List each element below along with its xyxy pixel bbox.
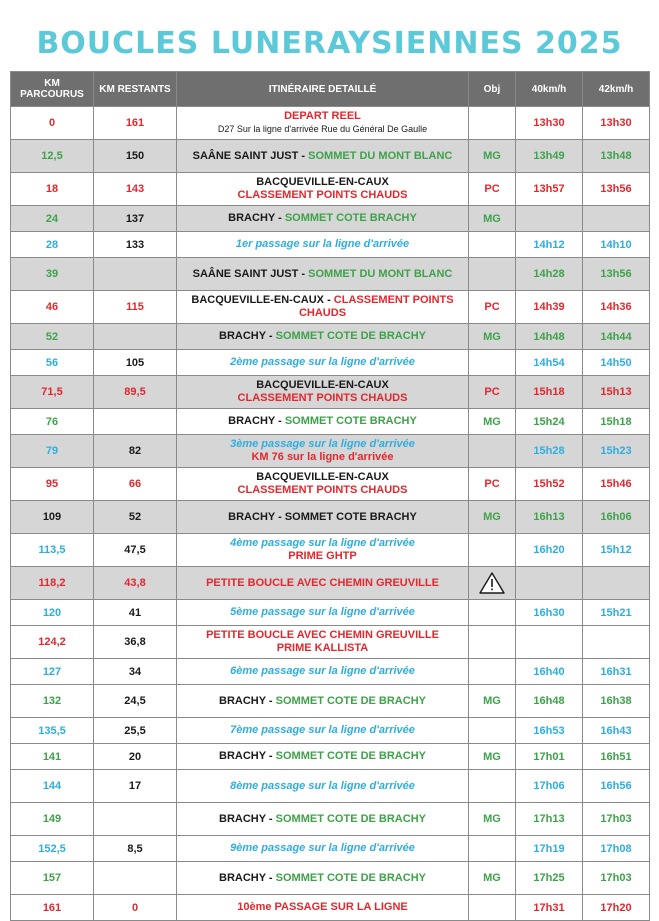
objective-cell xyxy=(469,718,516,744)
itinerary-label: PETITE BOUCLE AVEC CHEMIN GREUVILLE xyxy=(206,629,439,641)
objective-cell xyxy=(469,770,516,803)
itinerary-event: SOMMET COTE DE BRACHY xyxy=(275,694,426,707)
km-parcourus-cell: 149 xyxy=(11,803,94,836)
objective-cell: PC xyxy=(469,468,516,501)
km-parcourus-cell: 39 xyxy=(11,258,94,291)
km-restants-cell: 89,5 xyxy=(94,376,177,409)
objective-cell xyxy=(469,350,516,376)
objective-cell: MG xyxy=(469,803,516,836)
itinerary-location: BACQUEVILLE-EN-CAUX - xyxy=(191,294,334,306)
itinerary-cell xyxy=(177,626,469,659)
itinerary-event: SOMMET COTE DE BRACHY xyxy=(275,812,426,825)
itinerary-cell xyxy=(177,862,469,895)
km-parcourus-cell: 127 xyxy=(11,659,94,685)
warning-icon xyxy=(479,572,505,594)
itinerary-location: BRACHY - xyxy=(228,212,285,224)
km-restants-cell xyxy=(94,803,177,836)
itinerary-location: BRACHY - xyxy=(219,694,276,707)
time-40-cell: 17h25 xyxy=(516,862,583,895)
itinerary-cell xyxy=(177,206,469,232)
table-row xyxy=(11,324,650,350)
itinerary-cell xyxy=(177,744,469,770)
time-40-cell: 13h30 xyxy=(516,107,583,140)
header-obj: Obj xyxy=(469,72,516,107)
table-row xyxy=(11,600,650,626)
itinerary-cell xyxy=(177,376,469,409)
table-row xyxy=(11,718,650,744)
objective-cell xyxy=(469,600,516,626)
km-parcourus-cell: 161 xyxy=(11,895,94,921)
itinerary-event: SOMMET DU MONT BLANC xyxy=(308,267,453,280)
km-parcourus-cell: 157 xyxy=(11,862,94,895)
itinerary-location: BRACHY - xyxy=(228,415,285,427)
time-40-cell: 16h13 xyxy=(516,501,583,534)
km-parcourus-cell: 46 xyxy=(11,291,94,324)
objective-cell xyxy=(469,534,516,567)
objective-cell xyxy=(469,107,516,140)
time-42-cell: 14h44 xyxy=(583,324,650,350)
time-40-cell: 16h53 xyxy=(516,718,583,744)
time-40-cell: 14h48 xyxy=(516,324,583,350)
time-40-cell: 15h28 xyxy=(516,435,583,468)
itinerary-event: CLASSEMENT POINTS CHAUDS xyxy=(237,189,408,201)
table-row xyxy=(11,803,650,836)
time-42-cell: 16h56 xyxy=(583,770,650,803)
time-40-cell: 15h52 xyxy=(516,468,583,501)
table-row xyxy=(11,258,650,291)
km-parcourus-cell: 71,5 xyxy=(11,376,94,409)
time-40-cell: 17h06 xyxy=(516,770,583,803)
itinerary-cell xyxy=(177,685,469,718)
itinerary-cell xyxy=(177,435,469,468)
km-parcourus-cell: 52 xyxy=(11,324,94,350)
table-row xyxy=(11,626,650,659)
objective-cell: MG xyxy=(469,744,516,770)
time-42-cell: 16h43 xyxy=(583,718,650,744)
time-42-cell: 14h10 xyxy=(583,232,650,258)
objective-cell: MG xyxy=(469,685,516,718)
objective-cell: PC xyxy=(469,173,516,206)
itinerary-cell: PETITE BOUCLE AVEC CHEMIN GREUVILLE xyxy=(177,567,469,600)
table-row xyxy=(11,744,650,770)
km-restants-cell xyxy=(94,409,177,435)
objective-cell: PC xyxy=(469,291,516,324)
table-row xyxy=(11,501,650,534)
time-42-cell: 14h36 xyxy=(583,291,650,324)
time-42-cell: 13h56 xyxy=(583,173,650,206)
table-row xyxy=(11,206,650,232)
time-40-cell: 15h24 xyxy=(516,409,583,435)
time-42-cell: 15h23 xyxy=(583,435,650,468)
km-restants-cell: 133 xyxy=(94,232,177,258)
objective-cell xyxy=(469,626,516,659)
time-40-cell: 16h40 xyxy=(516,659,583,685)
km-restants-cell: 36,8 xyxy=(94,626,177,659)
time-40-cell: 17h19 xyxy=(516,836,583,862)
itinerary-cell: 1er passage sur la ligne d'arrivée xyxy=(177,232,469,258)
itinerary-location: SAÂNE SAINT JUST - xyxy=(192,267,309,280)
km-restants-cell: 34 xyxy=(94,659,177,685)
time-40-cell: 14h39 xyxy=(516,291,583,324)
itinerary-label: DEPART REEL xyxy=(284,110,361,122)
objective-cell: MG xyxy=(469,409,516,435)
km-parcourus-cell: 132 xyxy=(11,685,94,718)
objective-cell: MG xyxy=(469,206,516,232)
itinerary-cell xyxy=(177,107,469,140)
km-restants-cell: 17 xyxy=(94,770,177,803)
time-42-cell: 16h31 xyxy=(583,659,650,685)
itinerary-cell: 5ème passage sur la ligne d'arrivée xyxy=(177,600,469,626)
table-row xyxy=(11,350,650,376)
km-restants-cell: 20 xyxy=(94,744,177,770)
itinerary-location: BACQUEVILLE-EN-CAUX xyxy=(256,471,389,483)
itinerary-cell xyxy=(177,324,469,350)
table-row xyxy=(11,140,650,173)
itinerary-cell xyxy=(177,258,469,291)
time-42-cell xyxy=(583,567,650,600)
itinerary-event: SOMMET COTE DE BRACHY xyxy=(275,750,426,762)
header-km-restants: KM RESTANTS xyxy=(94,72,177,107)
time-42-cell: 17h08 xyxy=(583,836,650,862)
itinerary-event: SOMMET COTE DE BRACHY xyxy=(275,871,426,884)
km-restants-cell xyxy=(94,862,177,895)
km-restants-cell: 0 xyxy=(94,895,177,921)
table-row xyxy=(11,534,650,567)
route-table xyxy=(10,71,650,921)
time-40-cell: 16h20 xyxy=(516,534,583,567)
time-40-cell: 17h01 xyxy=(516,744,583,770)
table-row xyxy=(11,862,650,895)
km-parcourus-cell: 79 xyxy=(11,435,94,468)
table-row xyxy=(11,468,650,501)
km-restants-cell: 150 xyxy=(94,140,177,173)
objective-cell: MG xyxy=(469,501,516,534)
time-40-cell: 13h57 xyxy=(516,173,583,206)
objective-cell: MG xyxy=(469,140,516,173)
table-row xyxy=(11,836,650,862)
km-restants-cell: 47,5 xyxy=(94,534,177,567)
itinerary-event: CLASSEMENT POINTS CHAUDS xyxy=(298,294,454,319)
itinerary-cell xyxy=(177,803,469,836)
time-42-cell: 15h46 xyxy=(583,468,650,501)
header-speed-40: 40km/h xyxy=(516,72,583,107)
itinerary-location: BACQUEVILLE-EN-CAUX xyxy=(256,176,389,188)
time-40-cell: 16h48 xyxy=(516,685,583,718)
km-parcourus-cell: 76 xyxy=(11,409,94,435)
time-42-cell: 15h21 xyxy=(583,600,650,626)
km-parcourus-cell: 12,5 xyxy=(11,140,94,173)
itinerary-event: SOMMET COTE BRACHY xyxy=(284,415,417,427)
km-restants-cell: 105 xyxy=(94,350,177,376)
header-itineraire: ITINÉRAIRE DETAILLÉ xyxy=(177,72,469,107)
km-restants-cell: 115 xyxy=(94,291,177,324)
km-restants-cell: 66 xyxy=(94,468,177,501)
time-42-cell: 16h06 xyxy=(583,501,650,534)
time-42-cell: 13h30 xyxy=(583,107,650,140)
table-row xyxy=(11,107,650,140)
km-restants-cell xyxy=(94,258,177,291)
km-parcourus-cell: 113,5 xyxy=(11,534,94,567)
itinerary-cell: BRACHY - SOMMET COTE BRACHY xyxy=(177,501,469,534)
itinerary-passage: 4ème passage sur la ligne d'arrivée xyxy=(230,537,415,549)
objective-cell xyxy=(469,232,516,258)
table-row xyxy=(11,895,650,921)
time-40-cell: 14h12 xyxy=(516,232,583,258)
km-parcourus-cell: 118,2 xyxy=(11,567,94,600)
km-parcourus-cell: 141 xyxy=(11,744,94,770)
time-42-cell: 14h50 xyxy=(583,350,650,376)
itinerary-cell: 10ème PASSAGE SUR LA LIGNE xyxy=(177,895,469,921)
header-km-parcourus: KM PARCOURUS xyxy=(11,72,94,107)
itinerary-location: BACQUEVILLE-EN-CAUX xyxy=(256,379,389,391)
objective-cell xyxy=(469,895,516,921)
km-restants-cell: 41 xyxy=(94,600,177,626)
km-parcourus-cell: 0 xyxy=(11,107,94,140)
km-restants-cell: 43,8 xyxy=(94,567,177,600)
time-42-cell: 13h48 xyxy=(583,140,650,173)
itinerary-location: BRACHY - xyxy=(219,330,276,342)
table-header-row xyxy=(11,72,650,107)
time-40-cell: 17h31 xyxy=(516,895,583,921)
itinerary-cell xyxy=(177,468,469,501)
km-restants-cell: 82 xyxy=(94,435,177,468)
time-42-cell: 16h51 xyxy=(583,744,650,770)
itinerary-event: SOMMET DU MONT BLANC xyxy=(308,149,453,162)
km-parcourus-cell: 24 xyxy=(11,206,94,232)
itinerary-cell: 6ème passage sur la ligne d'arrivée xyxy=(177,659,469,685)
km-restants-cell: 52 xyxy=(94,501,177,534)
itinerary-event: PRIME KALLISTA xyxy=(276,642,369,654)
itinerary-cell: 8ème passage sur la ligne d'arrivée xyxy=(177,770,469,803)
km-parcourus-cell: 152,5 xyxy=(11,836,94,862)
time-42-cell: 15h12 xyxy=(583,534,650,567)
km-parcourus-cell: 28 xyxy=(11,232,94,258)
table-row xyxy=(11,770,650,803)
objective-cell xyxy=(469,435,516,468)
time-40-cell: 14h28 xyxy=(516,258,583,291)
time-42-cell: 13h56 xyxy=(583,258,650,291)
itinerary-cell xyxy=(177,409,469,435)
table-row xyxy=(11,376,650,409)
km-parcourus-cell: 18 xyxy=(11,173,94,206)
km-parcourus-cell: 135,5 xyxy=(11,718,94,744)
itinerary-event: SOMMET COTE BRACHY xyxy=(284,212,417,224)
time-40-cell xyxy=(516,206,583,232)
objective-cell: PC xyxy=(469,376,516,409)
table-row xyxy=(11,435,650,468)
objective-cell xyxy=(469,567,516,600)
km-parcourus-cell: 144 xyxy=(11,770,94,803)
itinerary-passage: 3ème passage sur la ligne d'arrivée xyxy=(230,438,415,450)
km-restants-cell: 24,5 xyxy=(94,685,177,718)
objective-cell xyxy=(469,659,516,685)
objective-cell xyxy=(469,258,516,291)
km-parcourus-cell: 109 xyxy=(11,501,94,534)
objective-cell xyxy=(469,836,516,862)
itinerary-location: BRACHY - xyxy=(219,750,276,762)
itinerary-cell xyxy=(177,173,469,206)
table-row xyxy=(11,173,650,206)
itinerary-event: PRIME GHTP xyxy=(288,550,357,562)
itinerary-location: BRACHY - xyxy=(219,812,276,825)
table-row xyxy=(11,685,650,718)
time-40-cell: 14h54 xyxy=(516,350,583,376)
itinerary-cell: 9ème passage sur la ligne d'arrivée xyxy=(177,836,469,862)
km-restants-cell: 161 xyxy=(94,107,177,140)
table-row xyxy=(11,232,650,258)
time-40-cell: 15h18 xyxy=(516,376,583,409)
itinerary-cell xyxy=(177,534,469,567)
km-restants-cell xyxy=(94,324,177,350)
time-42-cell: 17h03 xyxy=(583,803,650,836)
km-restants-cell: 137 xyxy=(94,206,177,232)
time-42-cell xyxy=(583,626,650,659)
table-row xyxy=(11,409,650,435)
itinerary-cell: 2ème passage sur la ligne d'arrivée xyxy=(177,350,469,376)
itinerary-location: SAÂNE SAINT JUST - xyxy=(192,149,309,162)
objective-cell: MG xyxy=(469,862,516,895)
table-row xyxy=(11,291,650,324)
itinerary-cell: 7ème passage sur la ligne d'arrivée xyxy=(177,718,469,744)
km-restants-cell: 143 xyxy=(94,173,177,206)
itinerary-event: KM 76 sur la ligne d'arrivée xyxy=(251,451,394,463)
km-restants-cell: 8,5 xyxy=(94,836,177,862)
time-42-cell xyxy=(583,206,650,232)
time-40-cell: 16h30 xyxy=(516,600,583,626)
time-42-cell: 17h03 xyxy=(583,862,650,895)
itinerary-detail: D27 Sur la ligne d'arrivée Rue du Général De Gaulle xyxy=(217,124,428,134)
km-parcourus-cell: 120 xyxy=(11,600,94,626)
time-42-cell: 16h38 xyxy=(583,685,650,718)
time-40-cell: 13h49 xyxy=(516,140,583,173)
itinerary-cell xyxy=(177,291,469,324)
itinerary-event: SOMMET COTE DE BRACHY xyxy=(275,330,426,342)
km-parcourus-cell: 56 xyxy=(11,350,94,376)
page-title: BOUCLES LUNERAYSIENNES 2025 xyxy=(36,26,623,61)
time-40-cell xyxy=(516,626,583,659)
time-42-cell: 15h18 xyxy=(583,409,650,435)
time-42-cell: 17h20 xyxy=(583,895,650,921)
itinerary-location: BRACHY - xyxy=(219,871,276,884)
itinerary-cell xyxy=(177,140,469,173)
objective-cell: MG xyxy=(469,324,516,350)
itinerary-event: CLASSEMENT POINTS CHAUDS xyxy=(237,392,408,404)
table-row xyxy=(11,567,650,600)
km-restants-cell: 25,5 xyxy=(94,718,177,744)
time-40-cell: 17h13 xyxy=(516,803,583,836)
km-parcourus-cell: 124,2 xyxy=(11,626,94,659)
time-42-cell: 15h13 xyxy=(583,376,650,409)
table-row xyxy=(11,659,650,685)
header-speed-42: 42km/h xyxy=(583,72,650,107)
km-parcourus-cell: 95 xyxy=(11,468,94,501)
itinerary-event: CLASSEMENT POINTS CHAUDS xyxy=(237,484,408,496)
time-40-cell xyxy=(516,567,583,600)
